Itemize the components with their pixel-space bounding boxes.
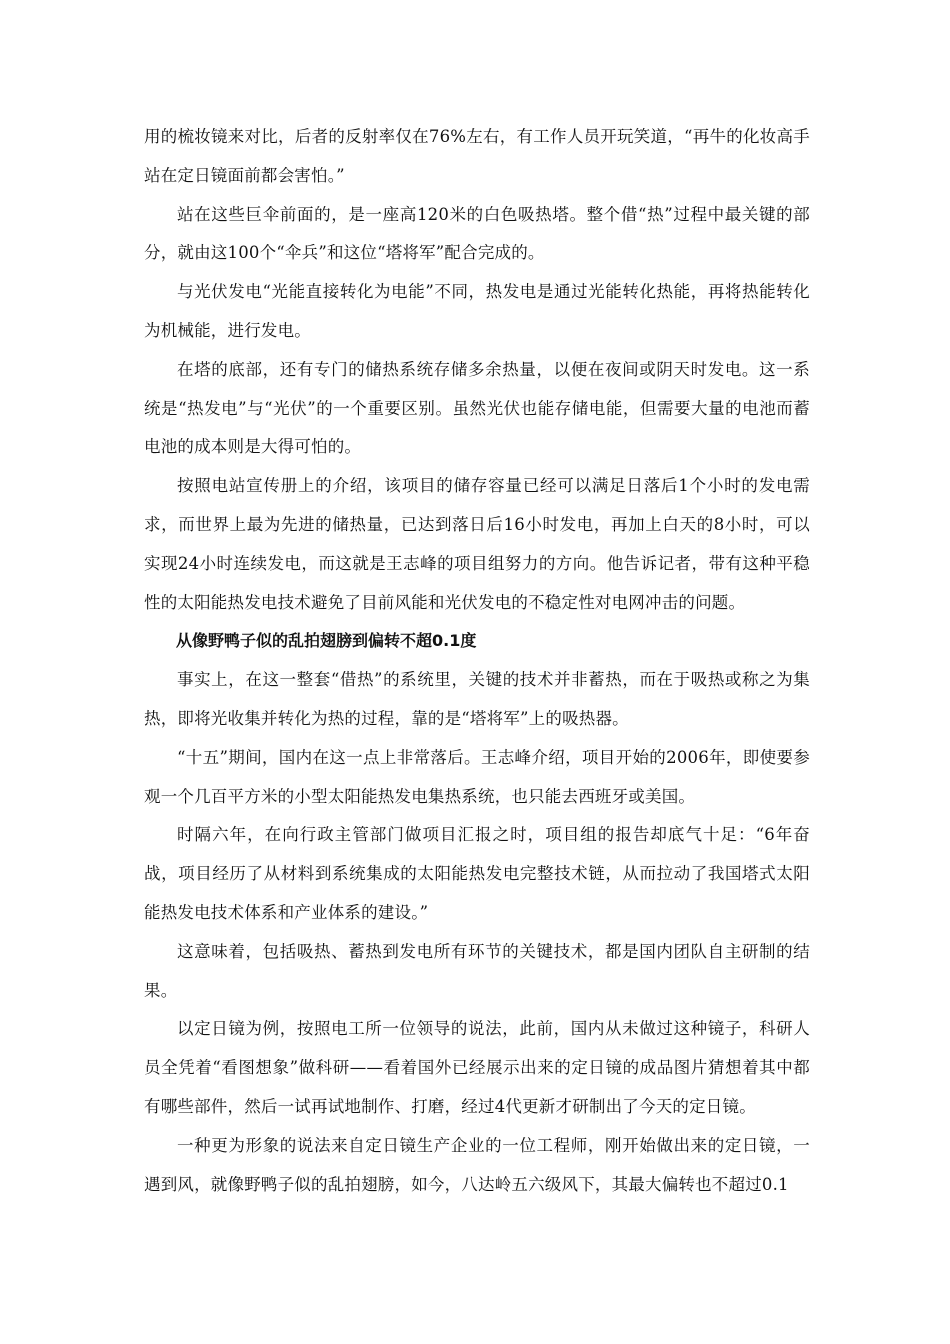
- section-heading: 从像野鸭子似的乱拍翅膀到偏转不超0.1度: [176, 631, 477, 651]
- paragraph-heliostat-example: 以定日镜为例，按照电工所一位领导的说法，此前，国内从未做过这种镜子，科研人员全凭着“看图想象”做科研——看着国外已经展示出来的定日镜的成品图片猜想着其中都有哪些部件，然后一试再试地制作、打磨，经过4代更新才研制出了今天的定日镜。: [144, 1019, 810, 1116]
- paragraph-heat-collection: 事实上，在这一整套“借热”的系统里，关键的技术并非蓄热，而在于吸热或称之为集热，即将光收集并转化为热的过程，靠的是“塔将军”上的吸热器。: [144, 670, 810, 728]
- article-body: [144, 118, 810, 1204]
- paragraph-fifteenth-plan: “十五”期间，国内在这一点上非常落后。王志峰介绍，项目开始的2006年，即使要参观一个几百平方米的小型太阳能热发电集热系统，也只能去西班牙或美国。: [144, 747, 810, 806]
- paragraph-domestic-team: 这意味着，包括吸热、蓄热到发电所有环节的关键技术，都是国内团队自主研制的结果。: [144, 941, 810, 1000]
- paragraph-six-years: 时隔六年，在向行政主管部门做项目汇报之时，项目组的报告却底气十足：“6年奋战，项目经历了从材料到系统集成的太阳能热发电完整技术链，从而拉动了我国塔式太阳能热发电技术体系和产业体系的建设。”: [144, 825, 810, 922]
- paragraph-continuation: 用的梳妆镜来对比，后者的反射率仅在76%左右，有工作人员开玩笑道，“再牛的化妆高手站在定日镜面前都会害怕。”: [144, 127, 810, 185]
- paragraph-engineer: 一种更为形象的说法来自定日镜生产企业的一位工程师，刚开始做出来的定日镜，一遇到风，就像野鸭子似的乱拍翅膀，如今，八达岭五六级风下，其最大偏转也不超过0.1: [144, 1135, 810, 1194]
- paragraph-brochure: 按照电站宣传册上的介绍，该项目的储存容量已经可以满足日落后1个小时的发电需求，而世界上最为先进的储热量，已达到落日后16小时发电，再加上白天的8小时，可以实现24小时连续发电，而这就是王志峰的项目组努力的方向。他告诉记者，带有这种平稳性的太阳能热发电技术避免了目前风能和光伏发电的不稳定性对电网冲击的问题。: [144, 476, 810, 612]
- paragraph-photovoltaic-comparison: 与光伏发电“光能直接转化为电能”不同，热发电是通过光能转化热能，再将热能转化为机械能，进行发电。: [144, 282, 810, 340]
- paragraph-heat-storage: 在塔的底部，还有专门的储热系统存储多余热量，以便在夜间或阴天时发电。这一系统是“热发电”与“光伏”的一个重要区别。虽然光伏也能存储电能，但需要大量的电池而蓄电池的成本则是大得可怕的。: [144, 359, 810, 457]
- paragraph-tower: 站在这些巨伞前面的，是一座高120米的白色吸热塔。整个借“热”过程中最关键的部分，就由这100个“伞兵”和这位“塔将军”配合完成的。: [144, 204, 810, 263]
